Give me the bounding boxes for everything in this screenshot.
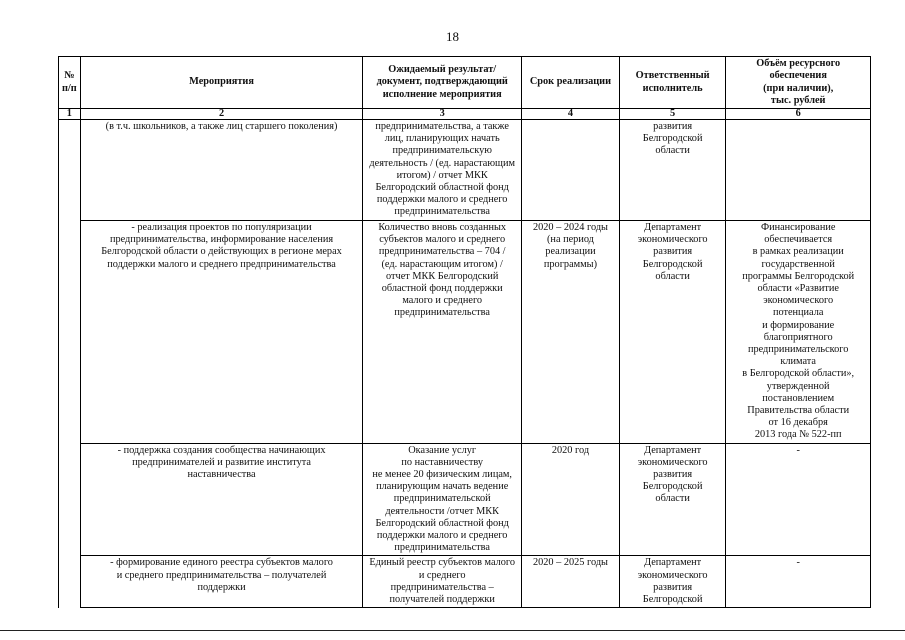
column-number: 2 <box>80 109 363 120</box>
term-cell: 2020 год <box>522 443 620 556</box>
header-result <box>363 57 522 109</box>
responsible-cell: Департамент экономического развития Белгородской <box>619 556 726 608</box>
column-number: 6 <box>726 109 871 120</box>
table-row <box>59 221 871 444</box>
table-row <box>59 556 871 608</box>
result-cell: Количество вновь созданных субъектов малого и среднего предпринимательства – 704 / (ед. нарастающим итогом) / отчет МКК Белгородский областной фонд поддержки малого и среднего предпринимательства <box>363 221 522 444</box>
responsible-cell: развития Белгородской области <box>619 120 726 221</box>
table-header-row <box>59 57 871 109</box>
header-result-text: Ожидаемый результат/ документ, подтверждающий исполнение мероприятия <box>376 64 508 100</box>
header-volume-text: Объём ресурсного обеспечения (при наличии), тыс. рублей <box>756 58 841 106</box>
table-row <box>59 443 871 556</box>
header-event-text: Мероприятия <box>189 76 254 88</box>
header-volume <box>726 57 871 109</box>
term-cell <box>522 120 620 221</box>
volume-cell <box>726 120 871 221</box>
responsible-cell: Департамент экономического развития Белгородской области <box>619 221 726 444</box>
measures-table <box>58 56 871 608</box>
header-term-text: Срок реализации <box>529 76 612 88</box>
event-cell: - реализация проектов по популяризации предпринимательства, информирование населения Белгородской области о действующих в регионе мерах поддержки малого и среднего предпринимательства <box>80 221 363 444</box>
volume-cell: - <box>726 443 871 556</box>
term-cell: 2020 – 2024 годы (на период реализации программы) <box>522 221 620 444</box>
result-cell: Оказание услуг по наставничеству не менее 20 физическим лицам, планирующим начать ведение предпринимательской деятельности /отчет МКК Белгородский областной фонд поддержки малого и среднего предпринимательства <box>363 443 522 556</box>
volume-cell: - <box>726 556 871 608</box>
event-cell: - формирование единого реестра субъектов малого и среднего предпринимательства – получателей поддержки <box>80 556 363 608</box>
column-number: 3 <box>363 109 522 120</box>
page-bottom-edge <box>0 630 905 631</box>
row-number-cell <box>59 120 81 608</box>
header-event <box>80 57 363 109</box>
column-number-row <box>59 109 871 120</box>
result-cell: предпринимательства, а также лиц, планирующих начать предпринимательскую деятельность / (ед. нарастающим итогом) / отчет МКК Белгородский областной фонд поддержки малого и среднего предпринимательства <box>363 120 522 221</box>
header-term <box>522 57 620 109</box>
page-number: 18 <box>446 29 459 44</box>
event-cell: (в т.ч. школьников, а также лиц старшего поколения) <box>80 120 363 221</box>
header-no-text: № п/п <box>62 70 77 94</box>
column-number: 5 <box>619 109 726 120</box>
header-responsible <box>619 57 726 109</box>
header-no <box>59 57 81 109</box>
result-cell: Единый реестр субъектов малого и среднего предпринимательства – получателей поддержки <box>363 556 522 608</box>
volume-cell: Финансирование обеспечивается в рамках реализации государственной программы Белгородской области «Развитие экономического потенциала и формирование благоприятного предпринимательского климата в Белгородской области», утвержденной постановлением Правительства области от 16 декабря 2013 года № 522-пп <box>726 221 871 444</box>
table-row <box>59 120 871 221</box>
column-number: 4 <box>522 109 620 120</box>
responsible-cell: Департамент экономического развития Белгородской области <box>619 443 726 556</box>
term-cell: 2020 – 2025 годы <box>522 556 620 608</box>
header-responsible-text: Ответственный исполнитель <box>635 70 710 94</box>
event-cell: - поддержка создания сообщества начинающих предпринимателей и развитие института наставничества <box>80 443 363 556</box>
column-number: 1 <box>59 109 81 120</box>
